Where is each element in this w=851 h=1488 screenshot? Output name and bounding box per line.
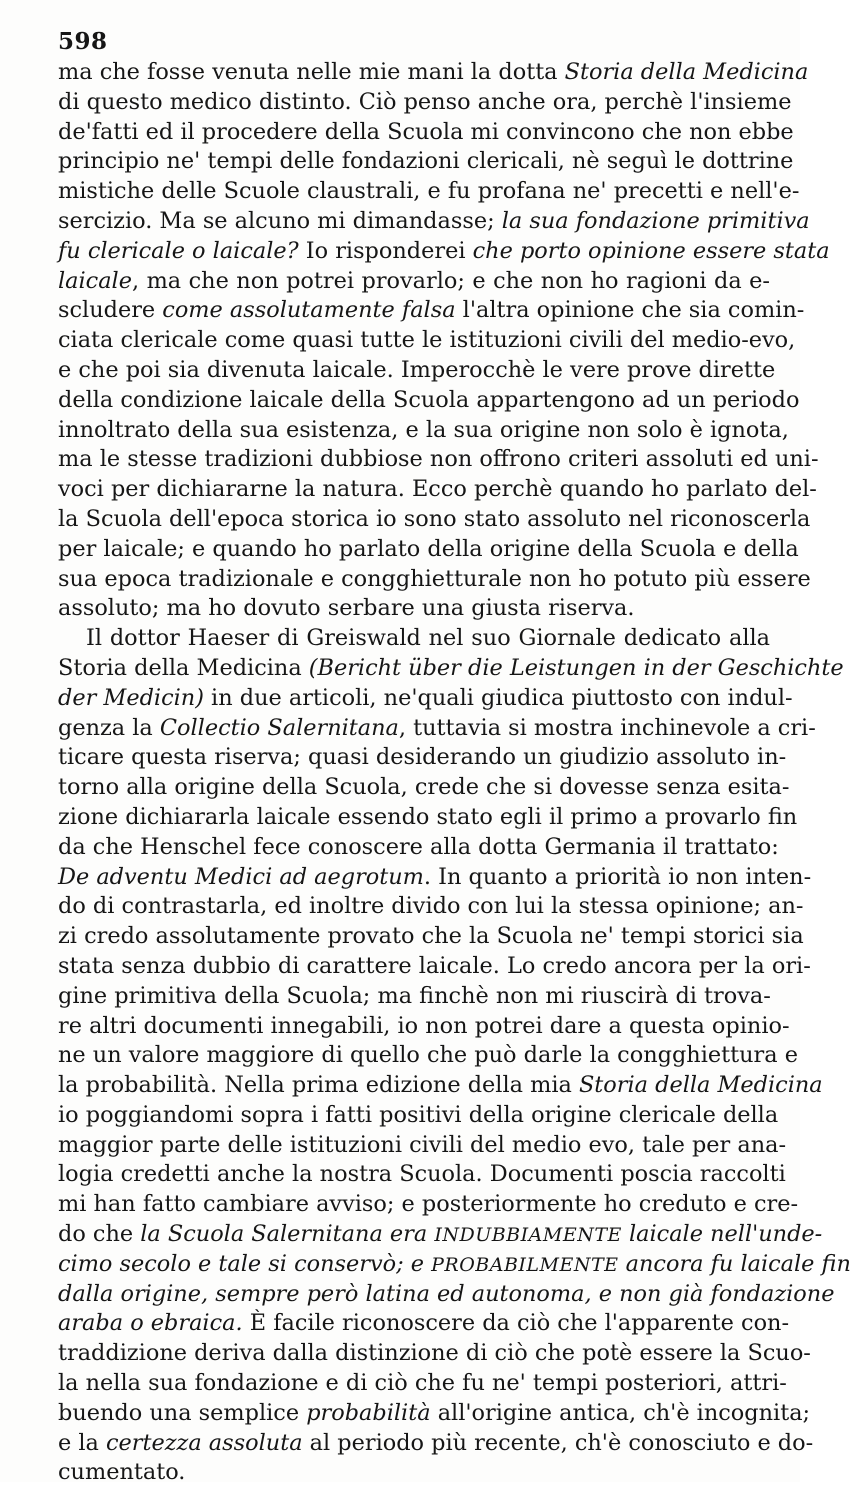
text-segment: la nella sua fondazione e di ciò che fu ne' tempi posteriori, attri- — [58, 1370, 787, 1397]
text-line — [58, 88, 792, 118]
text-line — [58, 118, 794, 148]
text-line — [58, 684, 793, 714]
italic-text: der Medicin) — [58, 684, 204, 711]
italic-text: laicale nell'unde- — [621, 1221, 823, 1248]
text-line — [58, 147, 794, 177]
text-segment: de'fatti ed il procedere della Scuola mi convincono che non ebbe — [58, 118, 794, 145]
italic-text: araba o ebraica. — [58, 1310, 243, 1337]
text-line — [58, 207, 810, 237]
text-line — [58, 177, 800, 207]
text-segment: traddizione deriva dalla distinzione di ciò che potè essere la Scuo- — [58, 1340, 811, 1367]
text-segment: Storia della Medicina — [58, 654, 309, 681]
text-line — [58, 1339, 811, 1369]
text-line — [58, 1071, 823, 1101]
italic-text: PROBABILMENTE — [431, 1253, 619, 1276]
text-segment: maggior parte delle istituzioni civili del medio evo, tale per ana- — [58, 1131, 787, 1158]
text-segment: re altri documenti innegabili, io non potrei dare a questa opinio- — [58, 1012, 790, 1039]
text-segment: della condizione laicale della Scuola appartengono ad un periodo — [58, 386, 800, 413]
text-segment: l'altra opinione che sia comin- — [455, 297, 805, 324]
text-segment: genza la — [58, 714, 160, 741]
text-segment: . In quanto a priorità io non inten- — [423, 863, 812, 890]
italic-text: Storia della Medicina — [578, 1072, 823, 1099]
text-segment: principio ne' tempi delle fondazioni clericali, nè seguì le dottrine — [58, 148, 794, 175]
text-line — [58, 267, 770, 297]
text-segment: e la — [58, 1429, 106, 1456]
text-line — [58, 952, 811, 982]
text-segment: da che Henschel fece conoscere alla dotta Germania il trattato: — [58, 833, 779, 860]
italic-text: come assolutamente falsa — [162, 297, 456, 324]
text-line — [58, 714, 816, 744]
text-segment: voci per dichiararne la natura. Ecco perchè quando ho parlato del- — [58, 476, 817, 503]
text-segment: Io risponderei — [298, 237, 473, 264]
text-line — [58, 1309, 790, 1339]
text-line — [58, 1101, 779, 1131]
text-line — [58, 445, 819, 475]
italic-text: fu clericale o laicale? — [58, 237, 299, 264]
text-segment: ma che fosse venuta nelle mie mani la dotta — [58, 59, 565, 85]
italic-text: Collectio Salernitana — [159, 714, 399, 741]
italic-text: probabilità — [306, 1399, 431, 1426]
text-segment: , ma che non potrei provarlo; e che non ho ragioni da e- — [131, 267, 770, 294]
text-line — [58, 505, 811, 535]
italic-text: ancora fu laicale fin — [618, 1250, 851, 1277]
text-line — [58, 654, 844, 684]
text-segment: È facile riconoscere da ciò che l'apparente con- — [242, 1310, 790, 1337]
text-line — [58, 1041, 798, 1071]
text-segment: ne un valore maggiore di quello che può darle la congghiettura e — [58, 1042, 798, 1069]
text-line — [58, 833, 779, 863]
text-segment: zi credo assolutamente provato che la Scuola ne' tempi storici sia — [58, 923, 804, 950]
italic-text: la sua fondazione primitiva — [501, 207, 810, 234]
text-line — [58, 743, 787, 773]
text-segment: ciata clericale come quasi tutte le istituzioni civili del medio-evo, — [58, 327, 796, 354]
text-segment: scludere — [58, 297, 163, 324]
text-line — [58, 803, 798, 833]
text-segment: all'origine antica, ch'è incognita; — [430, 1399, 811, 1426]
text-segment: cumentato. — [58, 1459, 186, 1486]
body-text — [58, 58, 851, 1488]
text-line — [58, 1131, 787, 1161]
text-line — [58, 1250, 851, 1280]
text-line — [58, 624, 770, 654]
text-segment: di questo medico distinto. Ciò penso anche ora, perchè l'insieme — [58, 88, 792, 115]
italic-text: la Scuola Salernitana era — [140, 1221, 435, 1248]
text-segment: logia credetti anche la nostra Scuola. Documenti poscia raccolti — [58, 1161, 786, 1188]
italic-text: dalla origine, sempre però latina ed autonoma, e non già fondazione — [58, 1280, 835, 1307]
text-line — [58, 565, 811, 595]
text-segment: do di contrastarla, ed inoltre divido con lui la stessa opinione; an- — [58, 893, 804, 920]
text-segment: e che poi sia divenuta laicale. Imperocchè le vere prove dirette — [58, 356, 776, 383]
italic-text: De adventu Medici ad aegrotum — [58, 863, 424, 890]
italic-text: che porto opinione essere stata — [472, 237, 830, 264]
text-line — [58, 892, 804, 922]
text-segment: stata senza dubbio di carattere laicale. Lo credo ancora per la ori- — [58, 952, 811, 979]
italic-text: cimo secolo e tale si conservò; e — [58, 1250, 432, 1277]
text-segment: zione dichiararla laicale essendo stato egli il primo a provarlo fin — [58, 803, 798, 830]
text-line — [58, 416, 789, 446]
text-segment: assoluto; ma ho dovuto serbare una giusta riserva. — [58, 595, 635, 622]
text-line — [58, 326, 796, 356]
text-line — [58, 1399, 811, 1429]
text-segment: do che — [58, 1221, 141, 1248]
text-segment: torno alla origine della Scuola, crede che si dovesse senza esita- — [58, 774, 790, 801]
text-line — [58, 863, 812, 893]
text-line — [58, 1220, 823, 1250]
text-segment: mi han fatto cambiare avviso; e posteriormente ho creduto e cre- — [58, 1191, 799, 1218]
text-segment: al periodo più recente, ch'è conosciuto e do- — [302, 1429, 814, 1456]
italic-text: (Bericht über die Leistungen in der Geschichte — [308, 654, 844, 681]
text-line — [58, 1429, 814, 1459]
text-line — [58, 1160, 786, 1190]
text-segment: gine primitiva della Scuola; ma finchè non mi riuscirà di trova- — [58, 982, 771, 1009]
text-line — [58, 1012, 790, 1042]
italic-text: INDUBBIAMENTE — [434, 1224, 622, 1247]
text-segment: ticare questa riserva; quasi desiderando un giudizio assoluto in- — [58, 744, 787, 771]
text-segment: la probabilità. Nella prima edizione della mia — [58, 1072, 579, 1099]
text-line — [58, 356, 776, 386]
text-segment: ma le stesse tradizioni dubbiose non offrono criteri assoluti ed uni- — [58, 446, 819, 473]
text-segment: sercizio. Ma se alcuno mi dimandasse; — [58, 207, 502, 234]
text-line — [58, 58, 809, 88]
text-segment: buendo una semplice — [58, 1399, 307, 1426]
text-line — [58, 386, 800, 416]
italic-text: certezza assoluta — [106, 1429, 303, 1456]
italic-text: Storia della Medicina — [564, 59, 809, 85]
text-segment: innoltrato della sua esistenza, e la sua origine non solo è ignota, — [58, 416, 789, 443]
text-line — [58, 982, 770, 1012]
text-line — [58, 237, 830, 267]
text-line — [58, 1369, 787, 1399]
text-line — [58, 475, 817, 505]
text-segment: sua epoca tradizionale e congghietturale non ho potuto più essere — [58, 565, 811, 592]
text-segment: per laicale; e quando ho parlato della origine della Scuola e della — [58, 535, 799, 562]
text-line — [58, 1190, 799, 1220]
text-line — [58, 535, 799, 565]
text-line — [58, 1458, 770, 1488]
text-line — [58, 296, 805, 326]
text-segment: la Scuola dell'epoca storica io sono stato assoluto nel riconoscerla — [58, 505, 811, 532]
italic-text: laicale — [58, 267, 132, 294]
text-segment: mistiche delle Scuole claustrali, e fu profana ne' precetti e nell'e- — [58, 178, 800, 205]
text-segment: Il dottor Haeser di Greiswald nel suo Giornale dedicato alla — [86, 625, 770, 652]
text-segment: in due articoli, ne'quali giudica piuttosto con indul- — [203, 684, 793, 711]
text-segment: io poggiandomi sopra i fatti positivi della origine clericale della — [58, 1101, 779, 1128]
text-line — [58, 922, 804, 952]
text-line — [58, 1280, 835, 1310]
text-segment: , tuttavia si mostra inchinevole a cri- — [398, 714, 816, 741]
text-line — [58, 773, 790, 803]
page-number: 598 — [58, 28, 108, 55]
text-line — [58, 594, 770, 624]
